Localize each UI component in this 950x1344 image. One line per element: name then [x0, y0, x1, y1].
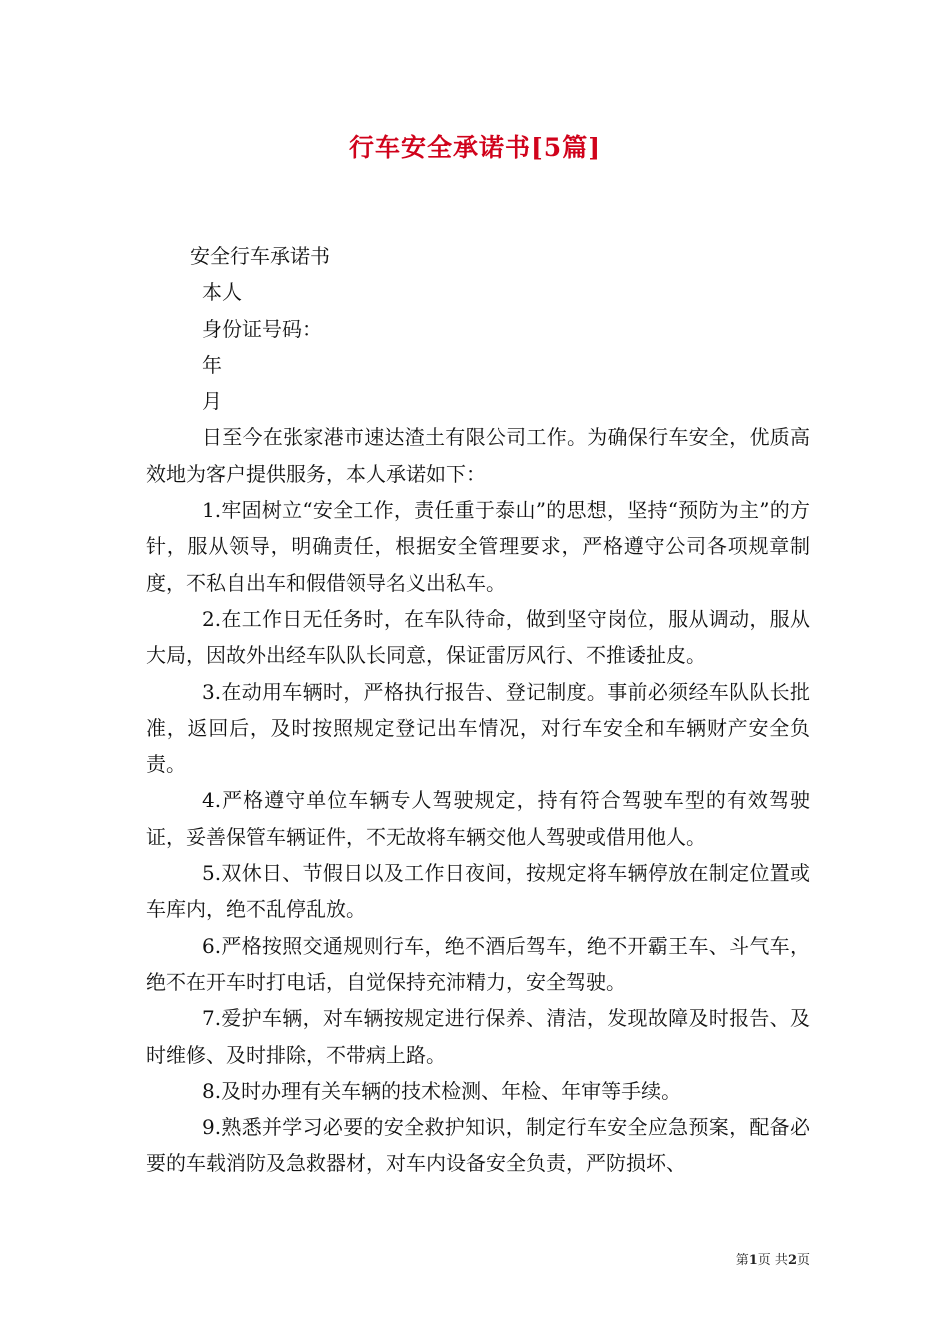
clause-2: 2.在工作日无任务时，在车队待命，做到坚守岗位，服从调动，服从大局，因故外出经车队队长同意，保证雷厉风行、不推诿扯皮。	[146, 606, 810, 668]
clause-4: 4.严格遵守单位车辆专人驾驶规定，持有符合驾驶车型的有效驾驶证，妥善保管车辆证件，不无故将车辆交他人驾驶或借用他人。	[146, 788, 810, 849]
page-number-footer	[640, 1249, 810, 1268]
clause-5: 5.双休日、节假日以及工作日夜间，按规定将车辆停放在制定位置或车库内，绝不乱停乱放。	[146, 861, 810, 922]
clause-1: 1.牢固树立“安全工作，责任重于泰山”的思想，坚持“预防为主”的方针，服从领导，明确责任，根据安全管理要求，严格遵守公司各项规章制度，不私自出车和假借领导名义出私车。	[146, 498, 810, 595]
clause-7: 7.爱护车辆，对车辆按规定进行保养、清洁，发现故障及时报告、及时维修、及时排除，不带病上路。	[146, 1006, 810, 1067]
footer-middle: 页 共	[757, 1253, 788, 1268]
footer-total-pages: 2	[787, 1253, 797, 1268]
clause-8: 8.及时办理有关车辆的技术检测、年检、年审等手续。	[202, 1078, 682, 1103]
clause-3: 3.在动用车辆时，严格执行报告、登记制度。事前必须经车队队长批准，返回后，及时按照规定登记出车情况，对行车安全和车辆财产安全负责。	[146, 679, 810, 777]
footer-current-page: 1	[748, 1253, 758, 1268]
footer-suffix: 页	[796, 1253, 810, 1268]
document-body	[146, 238, 810, 1182]
document-title: 行车安全承诺书[5篇]	[348, 133, 602, 162]
clause-9: 9.熟悉并学习必要的安全救护知识，制定行车安全应急预案，配备必要的车载消防及急救器材，对车内设备安全负责，严防损坏、	[146, 1115, 810, 1176]
year-line: 年	[202, 352, 222, 377]
section-heading: 安全行车承诺书	[190, 244, 330, 268]
id-number-line: 身份证号码：	[202, 316, 322, 341]
intro-paragraph: 日至今在张家港市速达渣土有限公司工作。为确保行车安全，优质高效地为客户提供服务，本人承诺如下：	[146, 425, 810, 486]
name-line: 本人	[202, 280, 242, 305]
month-line: 月	[202, 389, 222, 414]
clause-6: 6.严格按照交通规则行车，绝不酒后驾车，绝不开霸王车、斗气车，绝不在开车时打电话，自觉保持充沛精力，安全驾驶。	[146, 933, 810, 994]
footer-prefix: 第	[735, 1253, 749, 1268]
